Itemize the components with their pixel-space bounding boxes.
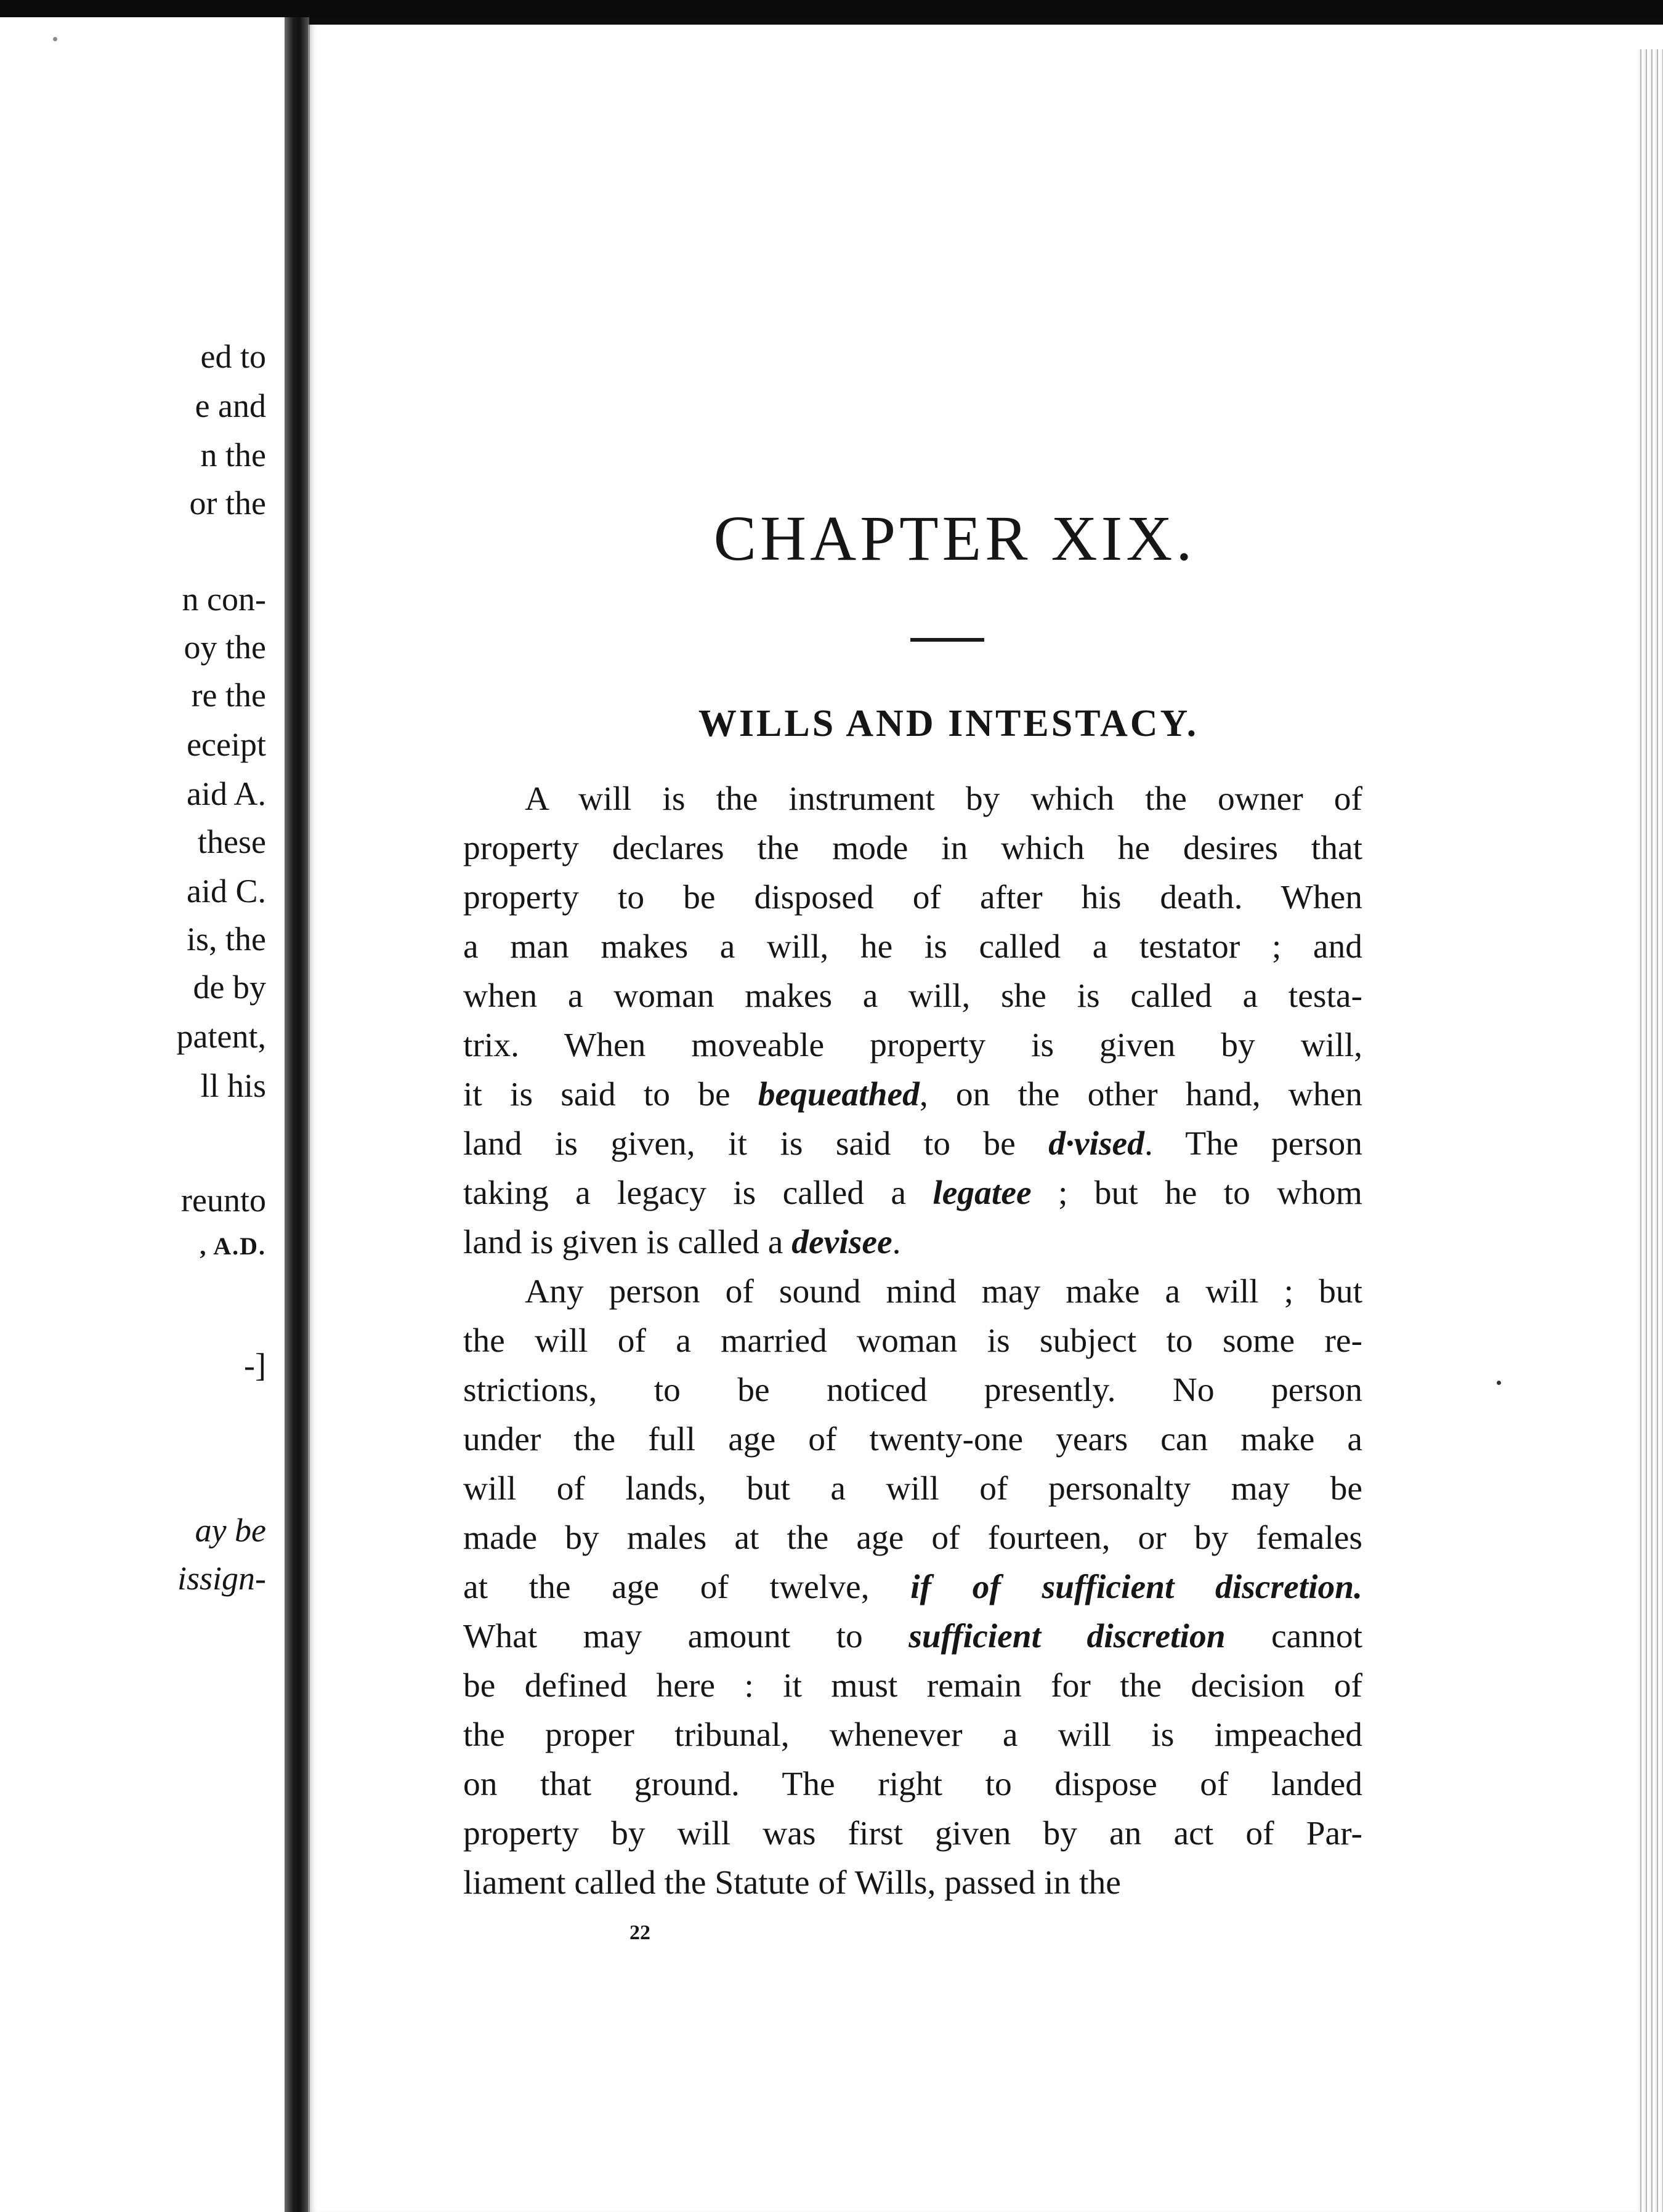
text-line: be defined here : it must remain for the decision of <box>463 1667 1362 1705</box>
text-line: at the age of twelve, if of sufficient discretion. <box>463 1568 1362 1606</box>
text-line: liament called the Statute of Wills, passed in the <box>463 1864 1121 1902</box>
left-page-line: n the <box>200 437 266 474</box>
page-edge <box>1638 49 1663 2212</box>
left-page-line: oy the <box>184 629 266 666</box>
page-number: 22 <box>629 1921 650 1944</box>
left-page-fragment <box>0 17 286 2212</box>
left-page-line: e and <box>195 387 266 424</box>
text-line: Any person of sound mind may make a will ; but <box>525 1273 1362 1310</box>
text-line: it is said to be bequeathed, on the other hand, when <box>463 1076 1362 1113</box>
scan-top-border <box>0 0 1663 17</box>
left-page-line: n con- <box>182 581 266 618</box>
emphasis: bequeathed <box>758 1076 920 1113</box>
text-line: land is given, it is said to be d·vised. The person <box>463 1125 1363 1163</box>
text-line: when a woman makes a will, she is called a testa- <box>463 977 1362 1015</box>
left-page-line: patent, <box>176 1018 266 1055</box>
emphasis: sufficient discretion <box>908 1618 1226 1655</box>
left-page-line: these <box>198 823 266 860</box>
emphasis: devisee <box>791 1224 892 1261</box>
text-line: the will of a married woman is subject to some re- <box>463 1322 1362 1360</box>
body-text <box>463 775 1362 1908</box>
text-line: property by will was first given by an act of Par- <box>463 1815 1362 1852</box>
emphasis: if of sufficient discretion. <box>910 1568 1362 1606</box>
text-line: property declares the mode in which he desires that <box>463 830 1362 867</box>
title-rule <box>910 638 984 642</box>
text-line: A will is the instrument by which the owner of <box>525 780 1362 818</box>
text-line: under the full age of twenty-one years can make a <box>463 1421 1362 1458</box>
chapter-title: CHAPTER XIX. <box>713 503 1196 574</box>
left-page-line: , A.D. <box>200 1232 266 1260</box>
left-page-line: -] <box>244 1347 266 1384</box>
left-page-line: reunto <box>181 1182 266 1219</box>
paragraph-1 <box>463 775 1362 1267</box>
left-page-line: re the <box>191 677 266 714</box>
left-page-line: eceipt <box>187 726 266 763</box>
left-page-line: ed to <box>200 338 266 375</box>
left-page-line: is, the <box>187 921 266 958</box>
text-line: made by males at the age of fourteen, or by females <box>463 1519 1362 1557</box>
paragraph-2 <box>463 1267 1362 1908</box>
text-line: What may amount to sufficient discretion cannot <box>463 1618 1362 1655</box>
emphasis: d·vised <box>1048 1125 1144 1163</box>
text-line: a man makes a will, he is called a testator ; and <box>463 928 1362 966</box>
text-line: taking a legacy is called a legatee ; but he to whom <box>463 1174 1362 1212</box>
left-page-line: aid C. <box>187 873 266 910</box>
book-gutter <box>285 17 309 2212</box>
left-page-line: ll his <box>200 1067 266 1104</box>
text-line: property to be disposed of after his death. When <box>463 879 1362 916</box>
left-page-line: ay be <box>195 1512 266 1549</box>
text-line: will of lands, but a will of personalty may be <box>463 1470 1362 1508</box>
section-title: WILLS AND INTESTACY. <box>698 703 1199 745</box>
text-line: strictions, to be noticed presently. No person <box>463 1371 1362 1409</box>
left-page-line: aid A. <box>187 775 266 812</box>
text-line: land is given is called a devisee. <box>463 1224 901 1261</box>
text-line: the proper tribunal, whenever a will is impeached <box>463 1716 1362 1754</box>
left-page-line: issign- <box>177 1560 266 1597</box>
emphasis: legatee <box>933 1174 1032 1212</box>
left-page-line: de by <box>193 969 266 1006</box>
text-line: trix. When moveable property is given by will, <box>463 1027 1362 1064</box>
scan-speck <box>1497 1381 1501 1385</box>
scan-speck <box>53 37 57 41</box>
left-page-line: or the <box>189 485 266 522</box>
text-line: on that ground. The right to dispose of landed <box>463 1766 1362 1803</box>
